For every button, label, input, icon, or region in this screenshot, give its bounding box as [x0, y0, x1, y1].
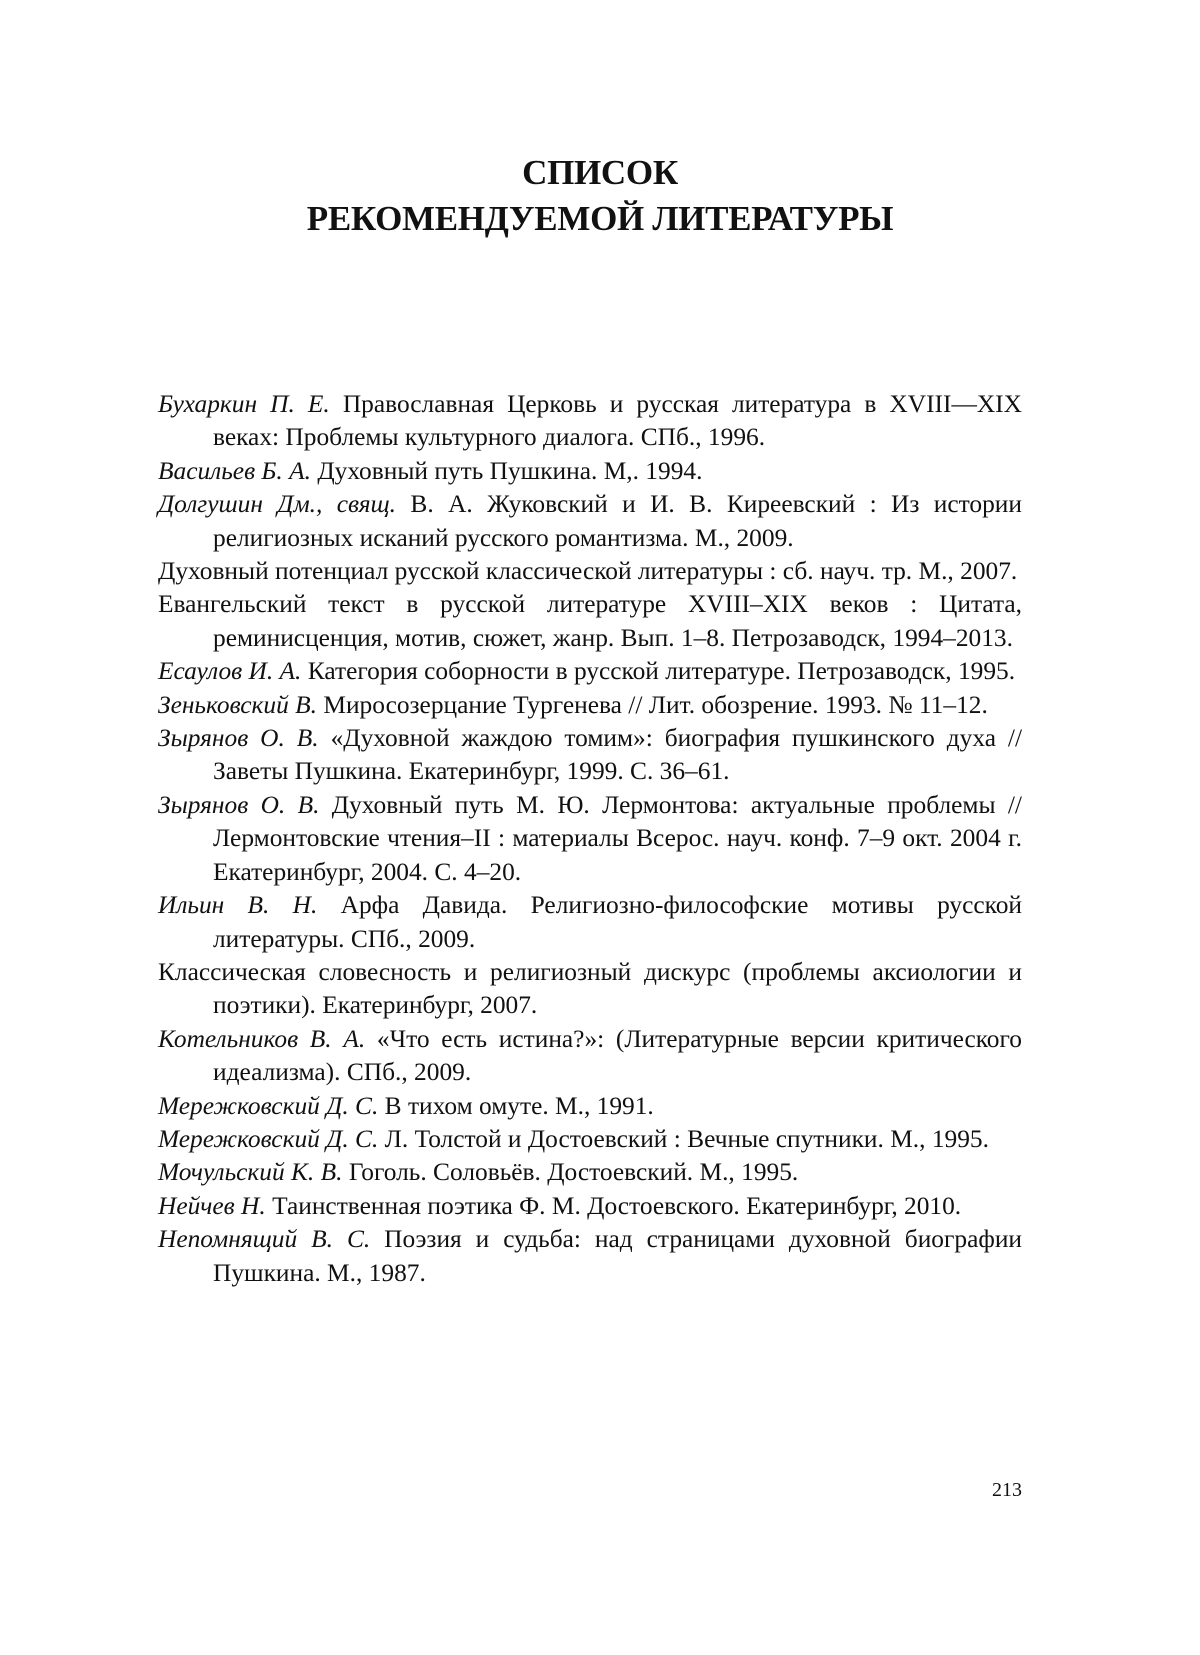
- bibliography-entry: [158, 1023, 1022, 1090]
- entry-author: Непомнящий В. С.: [158, 1225, 371, 1254]
- entry-text: Духовный потенциал русской классической литературы : сб. науч. тр. М., 2007.: [158, 557, 1018, 586]
- entry-author: Нейчев Н.: [158, 1191, 266, 1220]
- bibliography-entry: [158, 1156, 1022, 1189]
- entry-author: Долгушин Дм., свящ.: [158, 490, 397, 519]
- entry-text: «Что есть истина?»: (Литературные версии критического идеализма). СПб., 2009.: [213, 1024, 1022, 1087]
- entry-text: Гоголь. Соловьёв. Достоевский. М., 1995.: [342, 1158, 799, 1187]
- entry-author: Есаулов И. А.: [158, 657, 302, 686]
- bibliography-entry: [158, 1090, 1022, 1123]
- entry-author: Ильин В. Н.: [158, 891, 318, 920]
- entry-author: Мочульский К. В.: [158, 1158, 343, 1187]
- entry-text: Л. Толстой и Достоевский : Вечные спутники. М., 1995.: [378, 1124, 989, 1153]
- entry-text: Таинственная поэтика Ф. М. Достоевского. Екатеринбург, 2010.: [265, 1191, 962, 1220]
- bibliography-list: [158, 388, 1022, 1290]
- entry-text: Категория соборности в русской литературе. Петрозаводск, 1995.: [301, 657, 1016, 686]
- bibliography-entry: [158, 889, 1022, 956]
- entry-text: В. А. Жуковский и И. В. Киреевский : Из истории религиозных исканий русского романтизма. М., 2009.: [213, 490, 1022, 552]
- entry-text: В тихом омуте. М., 1991.: [378, 1091, 654, 1120]
- entry-text: Духовный путь М. Ю. Лермонтова: актуальные проблемы // Лермонтовские чтения–II : материалы Всерос. науч. конф. 7–9 окт. 2004 г. Екатеринбург, 2004. С. 4–20.: [213, 790, 1022, 886]
- page-title-line-2: РЕКОМЕНДУЕМОЙ ЛИТЕРАТУРЫ: [306, 199, 894, 238]
- bibliography-entry: [158, 722, 1022, 789]
- entry-author: Мережковский Д. С.: [158, 1124, 379, 1153]
- bibliography-entry: [158, 488, 1022, 555]
- bibliography-entry: [158, 555, 1022, 588]
- bibliography-entry: [158, 455, 1022, 488]
- bibliography-entry: [158, 1223, 1022, 1290]
- entry-author: Зырянов О. В.: [158, 724, 319, 753]
- entry-text: Духовный путь Пушкина. М,. 1994.: [310, 456, 703, 485]
- entry-text: Православная Церковь и русская литература в XVIII—XIX веках: Проблемы культурного диалога. СПб., 1996.: [213, 390, 1022, 452]
- entry-text: Поэзия и судьба: над страницами духовной биографии Пушкина. М., 1987.: [213, 1225, 1022, 1287]
- entry-author: Зырянов О. В.: [158, 790, 320, 819]
- entry-author: Котельников В. А.: [158, 1024, 366, 1053]
- bibliography-entry: [158, 388, 1022, 455]
- entry-author: Бухаркин П. Е.: [158, 390, 330, 418]
- bibliography-entry: [158, 588, 1022, 655]
- bibliography-entry: [158, 789, 1022, 889]
- page-number: 213: [992, 1479, 1022, 1501]
- bibliography-entry: [158, 689, 1022, 722]
- page-title-line-1: СПИСОК: [522, 153, 678, 192]
- entry-text: Классическая словесность и религиозный дискурс (проблемы аксиологии и поэтики). Екатеринбург, 2007.: [158, 957, 1022, 1020]
- entry-text: Арфа Давида. Религиозно-философские мотивы русской литературы. СПб., 2009.: [213, 891, 1022, 953]
- bibliography-entry: [158, 655, 1022, 688]
- entry-author: Васильев Б. А.: [158, 456, 311, 485]
- bibliography-entry: [158, 956, 1022, 1023]
- entry-text: Евангельский текст в русской литературе XVIII–XIX веков : Цитата, реминисценция, мотив, сюжет, жанр. Вып. 1–8. Петрозаводск, 1994–2013.: [158, 590, 1022, 652]
- bibliography-entry: [158, 1123, 1022, 1156]
- bibliography-entry: [158, 1190, 1022, 1223]
- entry-author: Зеньковский В.: [158, 690, 318, 719]
- entry-text: Миросозерцание Тургенева // Лит. обозрение. 1993. № 11–12.: [317, 690, 988, 719]
- entry-author: Мережковский Д. С.: [158, 1091, 379, 1120]
- page-title: [0, 150, 1200, 242]
- entry-text: «Духовной жаждою томим»: биография пушкинского духа // Заветы Пушкина. Екатеринбург, 1999. С. 36–61.: [213, 724, 1022, 786]
